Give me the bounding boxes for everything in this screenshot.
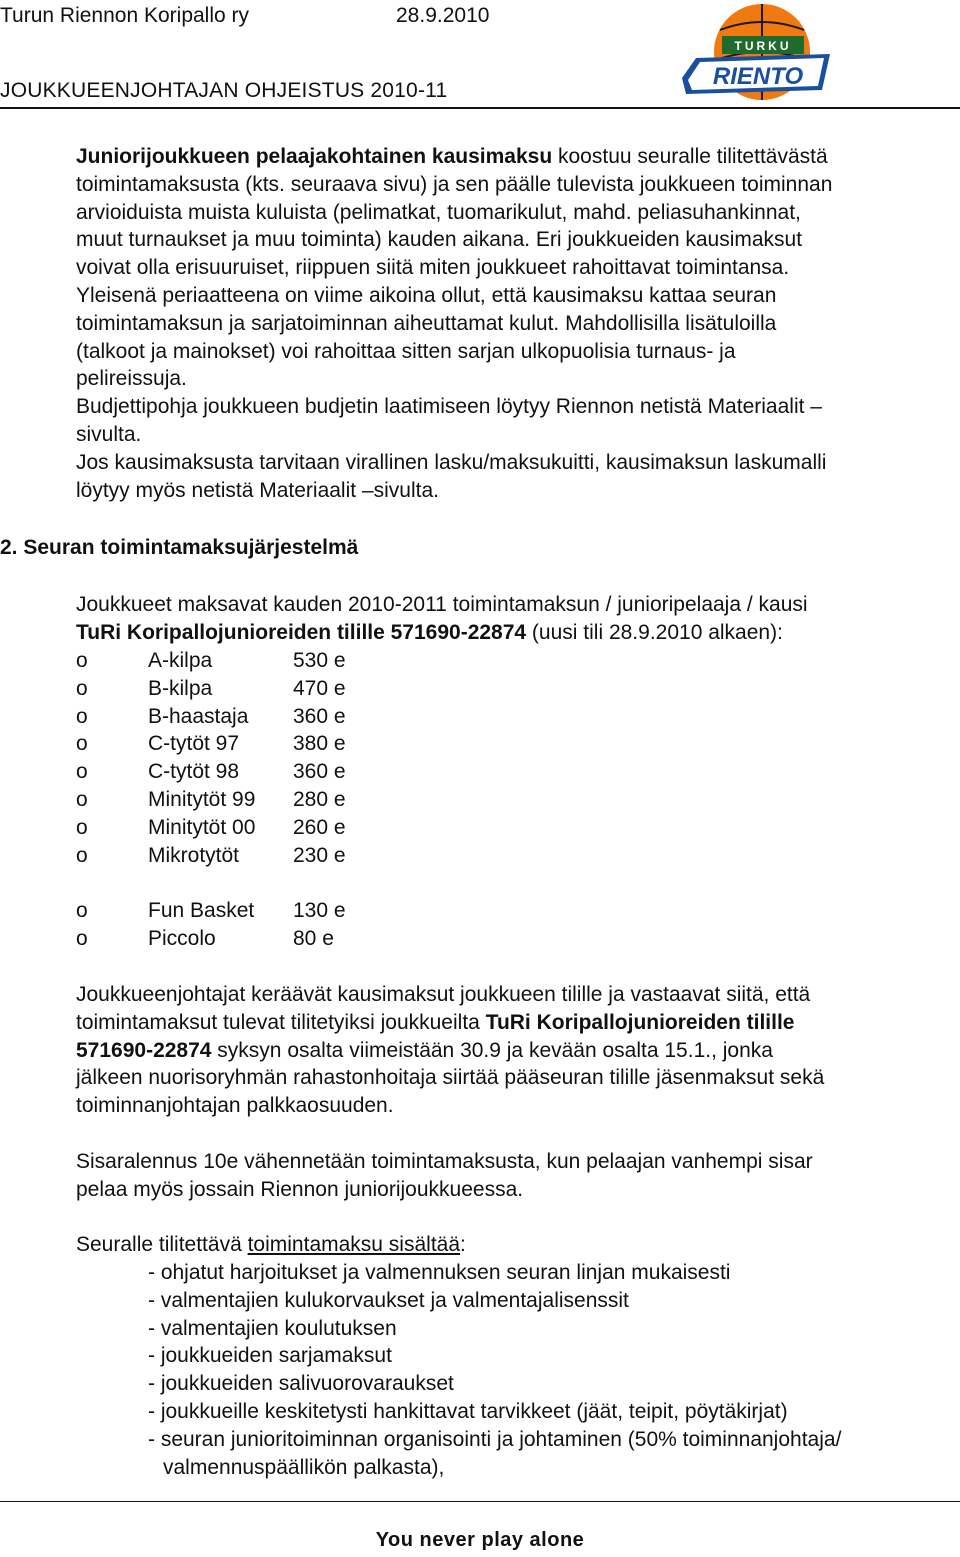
team-name: C-tytöt 98 [148,760,240,784]
text-line: Seuralle tilitettävä [76,1233,248,1256]
bullet-marker: o [76,760,88,784]
bullet-marker: o [76,815,88,839]
bullet-marker: o [76,649,88,672]
fee-amount: 530 e [293,649,346,672]
fee-row [76,786,476,814]
section-heading: 2. Seuran toimintamaksujärjestelmä [0,536,359,559]
text-line: löytyy myös netistä Materiaalit –sivulta. [76,478,439,502]
sibling-discount-paragraph [76,1148,813,1204]
fee-row [76,675,476,703]
fee-row [76,897,476,925]
text-line: toimintamaksun ja sarjatoiminnan aiheuttamat kulut. Mahdollisilla lisätuloilla [76,311,777,335]
fee-row [76,814,476,842]
fee-row [76,925,476,953]
kausimaksu-term: Juniorijoukkueen pelaajakohtainen kausimaksu [76,145,553,168]
team-name: Mikrotytöt [148,843,240,867]
includes-intro [76,1231,466,1259]
fee-row [76,703,476,731]
list-item: - ohjatut harjoitukset ja valmennuksen seuran linjan mukaisesti [148,1261,731,1284]
text-line: toimintamaksusta (kts. seuraava sivu) ja sen päälle tulevista joukkueen toiminnan [76,172,833,196]
text-line: jälkeen nuorisoryhmän rahastonhoitaja siirtää pääseuran tilille jäsenmaksut sekä [76,1066,825,1090]
fee-amount: 470 e [293,676,346,700]
list-item: - joukkueiden salivuorovaraukset [148,1372,454,1396]
team-name: Minitytöt 99 [148,787,256,811]
text-line: pelireissuja. [76,367,187,391]
team-name: B-kilpa [148,676,213,700]
account-name: TuRi Koripallojunioreiden tilille [485,1010,795,1034]
fee-amount: 380 e [293,732,346,756]
bullet-marker: o [76,732,88,756]
list-item: - seuran junioritoiminnan organisointi ja johtaminen (50% toiminnanjohtaja/ [148,1427,842,1451]
account-number: TuRi Koripallojunioreiden tilille 571690-22874 [76,620,527,644]
fee-row [76,647,476,675]
text-line: Yleisenä periaatteena on viime aikoina ollut, että kausimaksu kattaa seuran [76,283,777,307]
includes-list [148,1259,841,1481]
fee-row [76,842,476,870]
bullet-marker: o [76,926,88,950]
text-line: Joukkueet maksavat kauden 2010-2011 toimintamaksun / junioripelaaja / kausi [76,593,808,616]
team-name: B-haastaja [148,704,249,728]
fee-row [76,730,476,758]
footer-slogan: You never play alone [375,1529,585,1551]
document-title: JOUKKUEENJOHTAJAN OHJEISTUS 2010-11 [0,79,448,102]
list-item: - valmentajien koulutuksen [148,1316,397,1340]
text-line: voivat olla erisuuruiset, riippuen siitä miten joukkueet rahoittavat toimintansa. [76,256,790,280]
turku-riento-logo [676,0,836,104]
team-name: Fun Basket [148,899,255,923]
list-item: - valmentajien kulukorvaukset ja valmentajalisenssit [148,1288,629,1312]
bullet-marker: o [76,899,88,923]
fee-intro [76,591,808,647]
fee-amount: 230 e [293,843,346,867]
account-number: 571690-22874 [76,1038,212,1062]
document-date: 28.9.2010 [396,4,490,27]
text-line: : [460,1233,466,1256]
text-line: sivulta. [76,422,142,446]
list-spacer [76,869,476,897]
footer-divider [0,1501,960,1502]
text-line: Sisaralennus 10e vähennetään toimintamaksusta, kun pelaajan vanhempi sisar [76,1150,813,1173]
text-line: (talkoot ja mainokset) voi rahoittaa sitten sarjan ulkopuolisia turnaus- ja [76,339,736,363]
text-line: toiminnanjohtajan palkkaosuuden. [76,1094,394,1118]
text-line: muut turnaukset ja muu toiminta) kauden aikana. Eri joukkueiden kausimaksut [76,228,803,252]
fee-list [76,647,476,953]
text-line: Budjettipohja joukkueen budjetin laatimiseen löytyy Riennon netistä Materiaalit – [76,395,822,419]
underlined-term: toimintamaksu sisältää [247,1233,461,1256]
list-item: - joukkueille keskitetysti hankittavat tarvikkeet (jäät, teipit, pöytäkirjat) [148,1399,788,1423]
text-line: arvioiduista muista kuluista (pelimatkat, tuomarikulut, mahd. peliasuhankinnat, [76,200,801,224]
team-name: Minitytöt 00 [148,815,256,839]
list-item-continuation: valmennuspäällikön palkasta), [163,1455,445,1479]
text-line: Joukkueenjohtajat keräävät kausimaksut joukkueen tilille ja vastaavat siitä, että [76,983,811,1006]
fee-amount: 280 e [293,787,346,811]
bullet-marker: o [76,843,88,867]
bullet-marker: o [76,787,88,811]
team-name: Piccolo [148,926,216,950]
fee-amount: 260 e [293,815,346,839]
fee-amount: 360 e [293,704,346,728]
kausimaksu-paragraph [76,143,956,504]
team-name: A-kilpa [148,649,213,672]
text-line: koostuu seuralle tilitettävästä [552,145,828,168]
header-divider [0,107,960,109]
organization-name: Turun Riennon Koripallo ry [0,4,250,27]
text-line: toimintamaksut tulevat tilitetyiksi joukkueilta [76,1010,486,1034]
bullet-marker: o [76,704,88,728]
bullet-marker: o [76,676,88,700]
svg-text:RIENTO: RIENTO [712,63,804,90]
team-name: C-tytöt 97 [148,732,240,756]
text-line: pelaa myös jossain Riennon juniorijoukkueessa. [76,1177,524,1201]
svg-text:TURKU: TURKU [734,39,792,53]
collection-paragraph [76,981,824,1120]
text-line: Jos kausimaksusta tarvitaan virallinen lasku/maksukuitti, kausimaksun laskumalli [76,450,827,474]
text-line: (uusi tili 28.9.2010 alkaen): [526,620,783,644]
fee-row [76,758,476,786]
fee-amount: 80 e [293,926,334,950]
fee-amount: 360 e [293,760,346,784]
text-line: syksyn osalta viimeistään 30.9 ja kevään osalta 15.1., jonka [211,1038,773,1062]
list-item: - joukkueiden sarjamaksut [148,1344,392,1368]
fee-amount: 130 e [293,899,346,923]
